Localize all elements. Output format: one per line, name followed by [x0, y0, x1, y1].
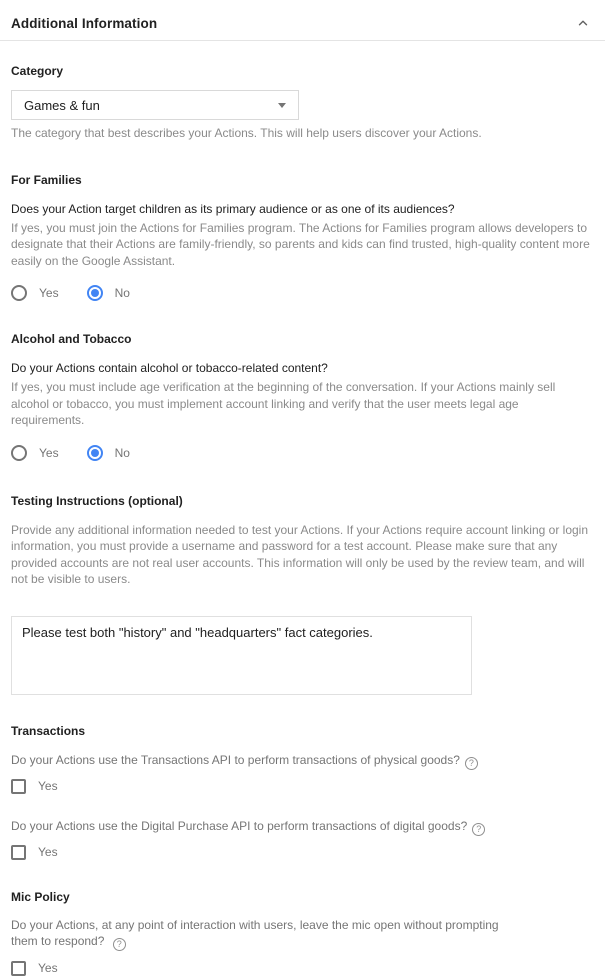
alcohol-tobacco-question: Do your Actions contain alcohol or tobacco-related content? [11, 361, 328, 375]
mic-policy-checkbox-row [11, 961, 594, 976]
testing-instructions-input[interactable] [11, 616, 472, 695]
testing-instructions-helper-text: Provide any additional information needed to test your Actions. If your Actions require account linking or login information, you must provide a username and password for a test account. Please make sure that any provided accounts are not real user accounts. This information will only be used by the review team, and will not be visible to users. [11, 522, 589, 586]
question-text: Do your Actions, at any point of interaction with users, leave the mic open without prompting them to respond? [11, 917, 499, 948]
checkbox-label: Yes [38, 961, 58, 975]
alcohol-tobacco-radio-no[interactable] [87, 445, 130, 461]
transactions-title: Transactions [11, 723, 86, 738]
question-text: Do your Actions use the Transactions API to perform transactions of physical goods? [11, 752, 460, 767]
section-header [0, 0, 605, 41]
for-families-question: Does your Action target children as its primary audience or as one of its audiences? [11, 201, 455, 216]
caret-down-icon [278, 103, 286, 108]
for-families-helper-text: If yes, you must join the Actions for Families program. The Actions for Families program allows developers to designate that their Actions are family-friendly, so parents and kids can find trusted, high-quality content more easily on the Google Assistant. [11, 220, 590, 268]
category-select[interactable] [11, 90, 299, 120]
radio-label: Yes [39, 286, 59, 300]
for-families-title: For Families [11, 172, 82, 187]
radio-unchecked-icon[interactable] [11, 445, 27, 461]
radio-checked-icon[interactable] [87, 445, 103, 461]
checkbox-label: Yes [38, 779, 58, 793]
category-selected-value: Games & fun [24, 97, 100, 113]
checkbox-label: Yes [38, 845, 58, 859]
category-helper-text: The category that best describes your Actions. This will help users discover your Actions. [11, 126, 482, 140]
alcohol-tobacco-title: Alcohol and Tobacco [11, 332, 132, 346]
transactions-physical-question [11, 752, 594, 770]
radio-checked-icon[interactable] [87, 285, 103, 301]
for-families-radio-no[interactable] [87, 285, 130, 301]
collapse-chevron-up-icon[interactable] [574, 14, 592, 32]
help-icon[interactable]: ? [472, 823, 485, 836]
question-text: Do your Actions use the Digital Purchase API to perform transactions of digital goods? [11, 818, 468, 833]
mic-policy-question [11, 917, 511, 951]
transactions-digital-question [11, 818, 594, 836]
checkbox-unchecked-icon[interactable] [11, 845, 26, 860]
page-title: Additional Information [11, 15, 158, 31]
alcohol-tobacco-helper-text: If yes, you must include age verification at the beginning of the conversation. If your Actions mainly sell alcohol or tobacco, you must implement account linking and verify that the user meets legal age requirements. [11, 380, 556, 427]
for-families-radio-yes[interactable] [11, 285, 59, 301]
radio-label: Yes [39, 445, 59, 460]
radio-label: No [114, 286, 130, 300]
radio-unchecked-icon[interactable] [11, 285, 27, 301]
testing-instructions-title: Testing Instructions (optional) [11, 493, 183, 508]
category-label: Category [11, 64, 64, 78]
help-icon[interactable]: ? [465, 757, 478, 770]
alcohol-tobacco-radio-yes[interactable] [11, 445, 59, 461]
checkbox-unchecked-icon[interactable] [11, 961, 26, 976]
for-families-radio-group [11, 285, 594, 301]
radio-label: No [114, 445, 130, 460]
checkbox-unchecked-icon[interactable] [11, 779, 26, 794]
transactions-digital-checkbox-row [11, 845, 594, 860]
transactions-physical-checkbox-row [11, 779, 594, 794]
alcohol-tobacco-radio-group [11, 445, 594, 461]
mic-policy-title: Mic Policy [11, 889, 70, 904]
help-icon[interactable]: ? [113, 938, 126, 951]
